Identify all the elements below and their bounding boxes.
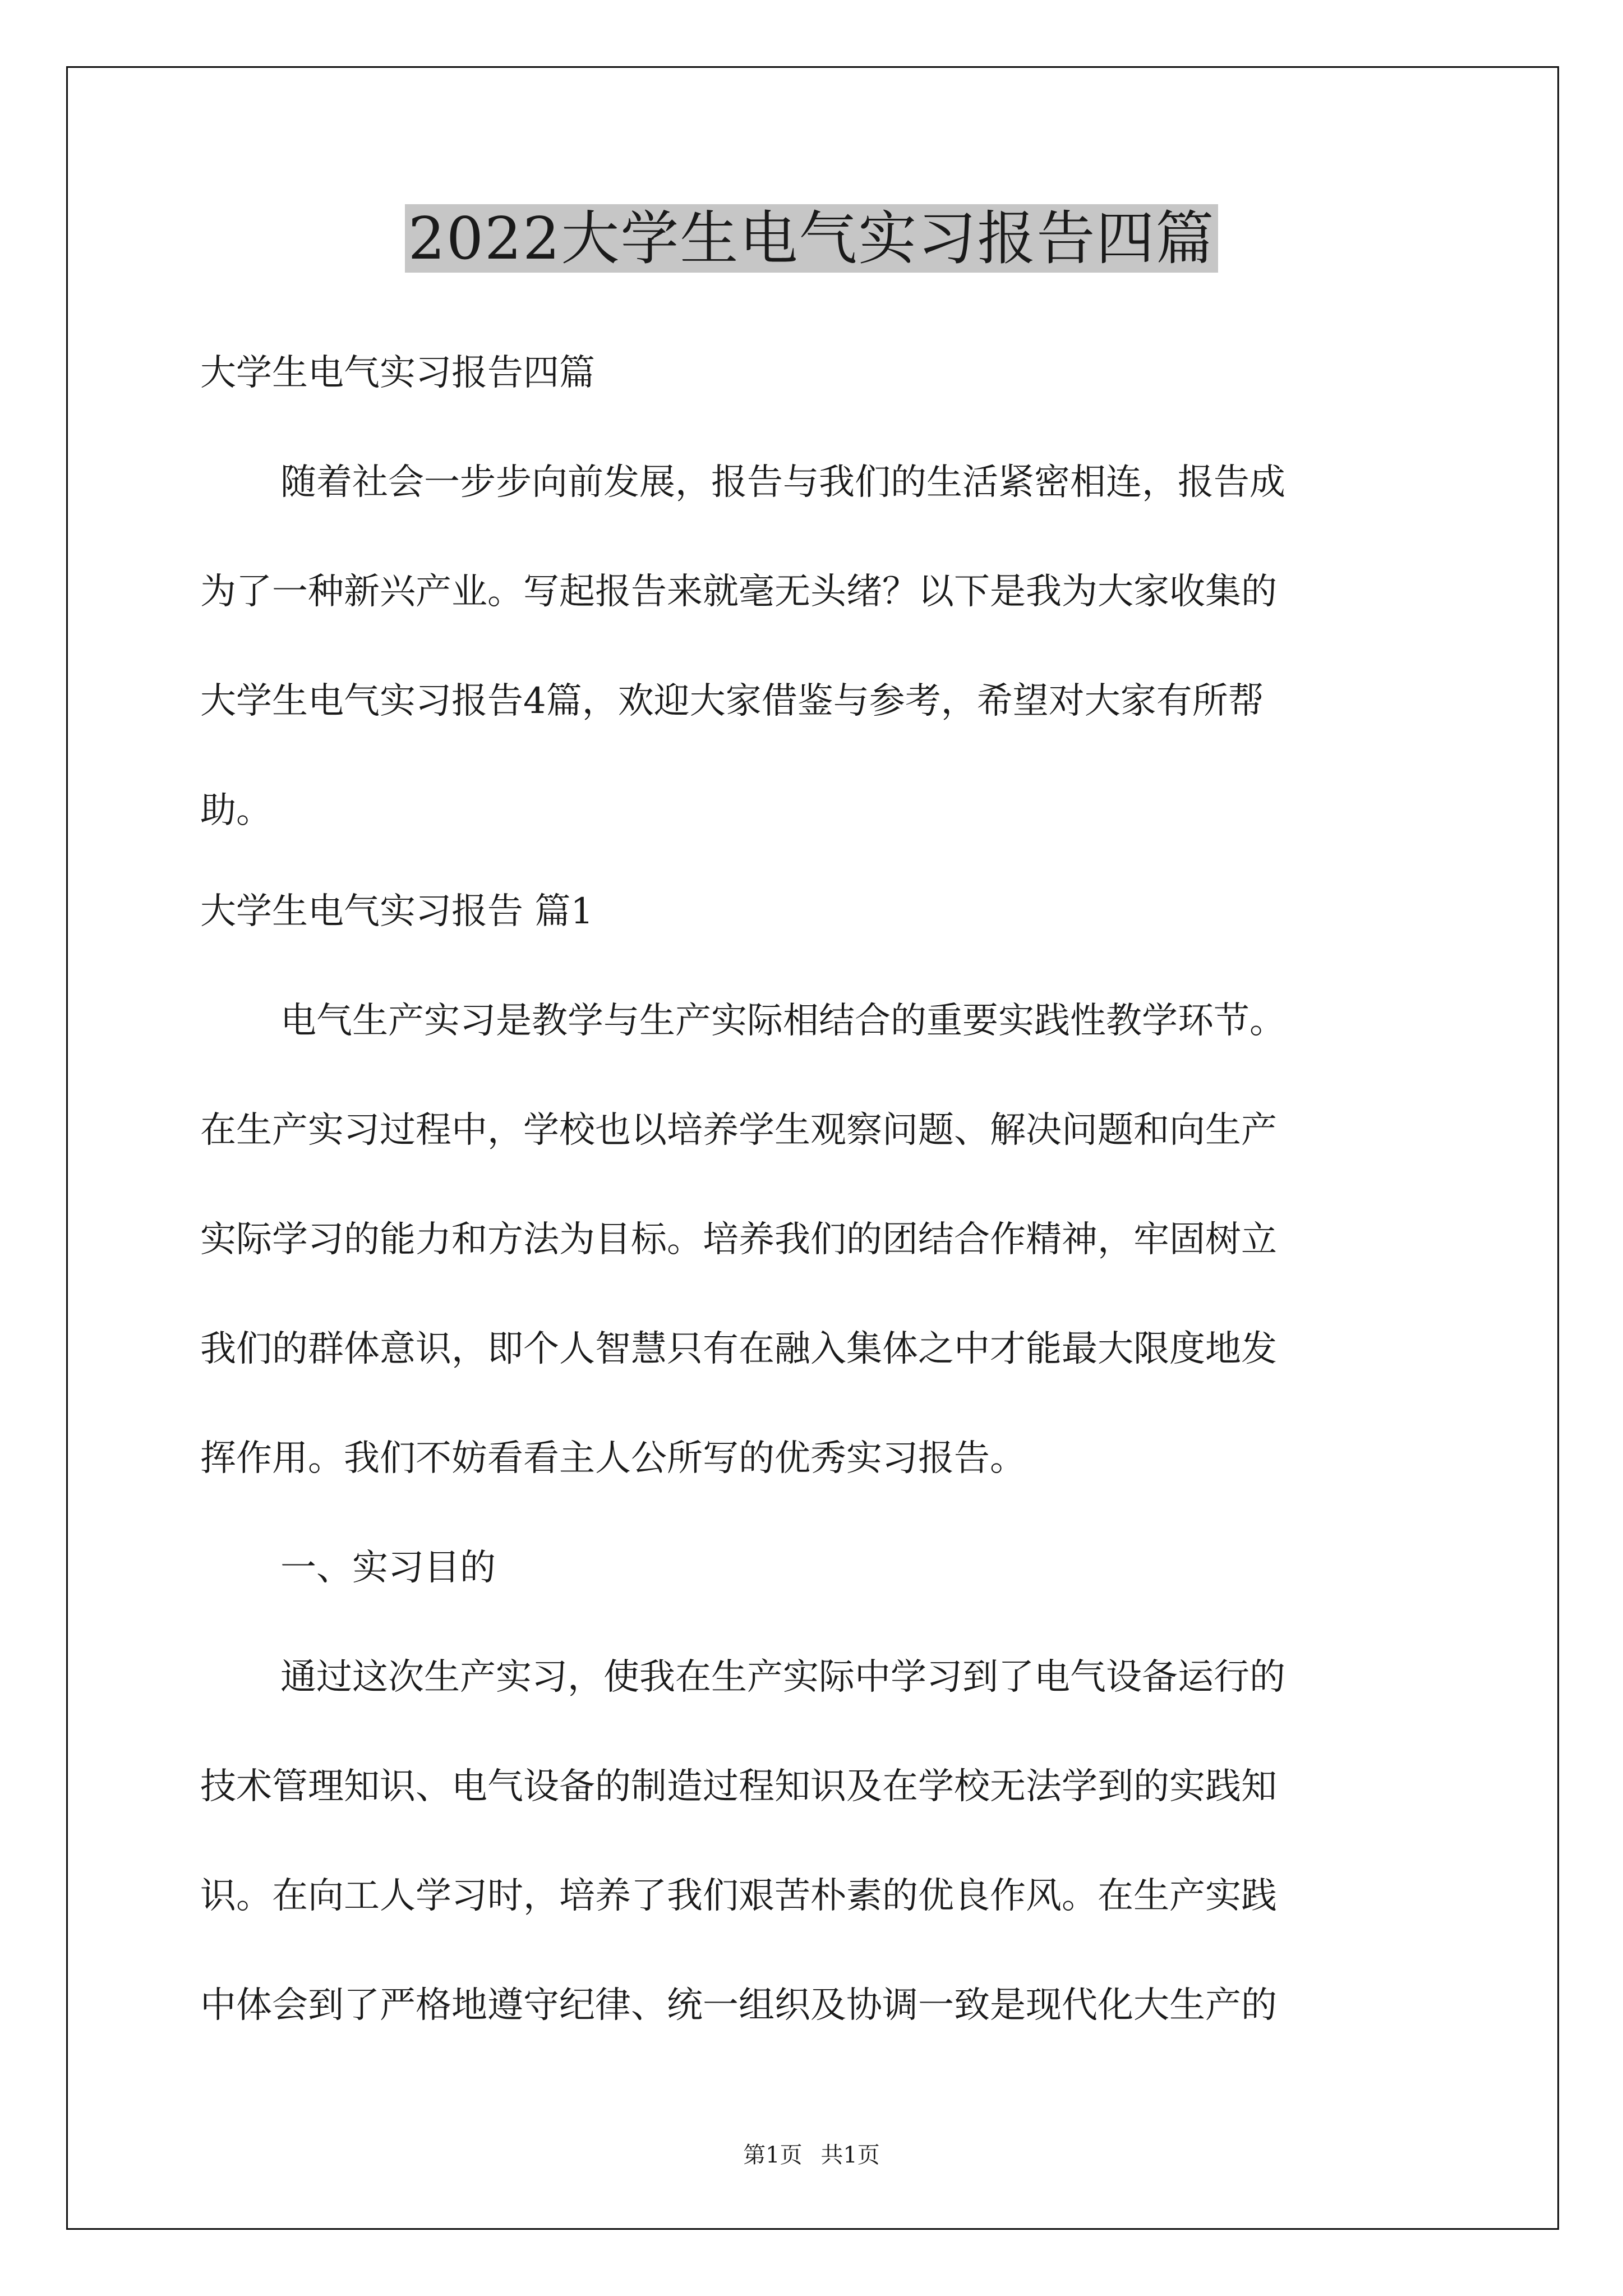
subtitle-line: 大学生电气实习报告四篇 <box>200 352 595 394</box>
paragraph-line: 实际学习的能力和方法为目标。培养我们的团结合作精神，牢固树立 <box>200 1219 1277 1260</box>
subsection-heading: 一、实习目的 <box>280 1547 496 1589</box>
paragraph-line: 为了一种新兴产业。写起报告来就毫无头绪？以下是我为大家收集的 <box>200 571 1277 613</box>
paragraph-line: 技术管理知识、电气设备的制造过程知识及在学校无法学到的实践知 <box>200 1766 1277 1807</box>
paragraph-line: 我们的群体意识，即个人智慧只有在融入集体之中才能最大限度地发 <box>200 1328 1277 1370</box>
paragraph-line: 在生产实习过程中，学校也以培养学生观察问题、解决问题和向生产 <box>200 1110 1277 1151</box>
section-heading: 大学生电气实习报告 篇1 <box>200 891 594 932</box>
paragraph-line: 随着社会一步步向前发展，报告与我们的生活紧密相连，报告成 <box>280 462 1285 503</box>
paragraph-line: 挥作用。我们不妨看看主人公所写的优秀实习报告。 <box>200 1438 1026 1479</box>
page-footer <box>0 2138 1623 2172</box>
paragraph-line: 助。 <box>200 790 272 831</box>
paragraph-line: 电气生产实习是教学与生产实际相结合的重要实践性教学环节。 <box>280 1000 1285 1042</box>
paragraph-line: 通过这次生产实习，使我在生产实际中学习到了电气设备运行的 <box>280 1657 1285 1698</box>
page-total: 共1页 <box>820 2142 880 2168</box>
paragraph-line: 大学生电气实习报告4篇，欢迎大家借鉴与参考，希望对大家有所帮 <box>200 680 1264 722</box>
page-number: 第1页 <box>743 2142 803 2168</box>
document-title <box>0 199 1623 278</box>
paragraph-line: 识。在向工人学习时，培养了我们艰苦朴素的优良作风。在生产实践 <box>200 1875 1277 1917</box>
document-title-text: 2022大学生电气实习报告四篇 <box>405 204 1219 273</box>
paragraph-line: 中体会到了严格地遵守纪律、统一组织及协调一致是现代化大生产的 <box>200 1985 1277 2026</box>
